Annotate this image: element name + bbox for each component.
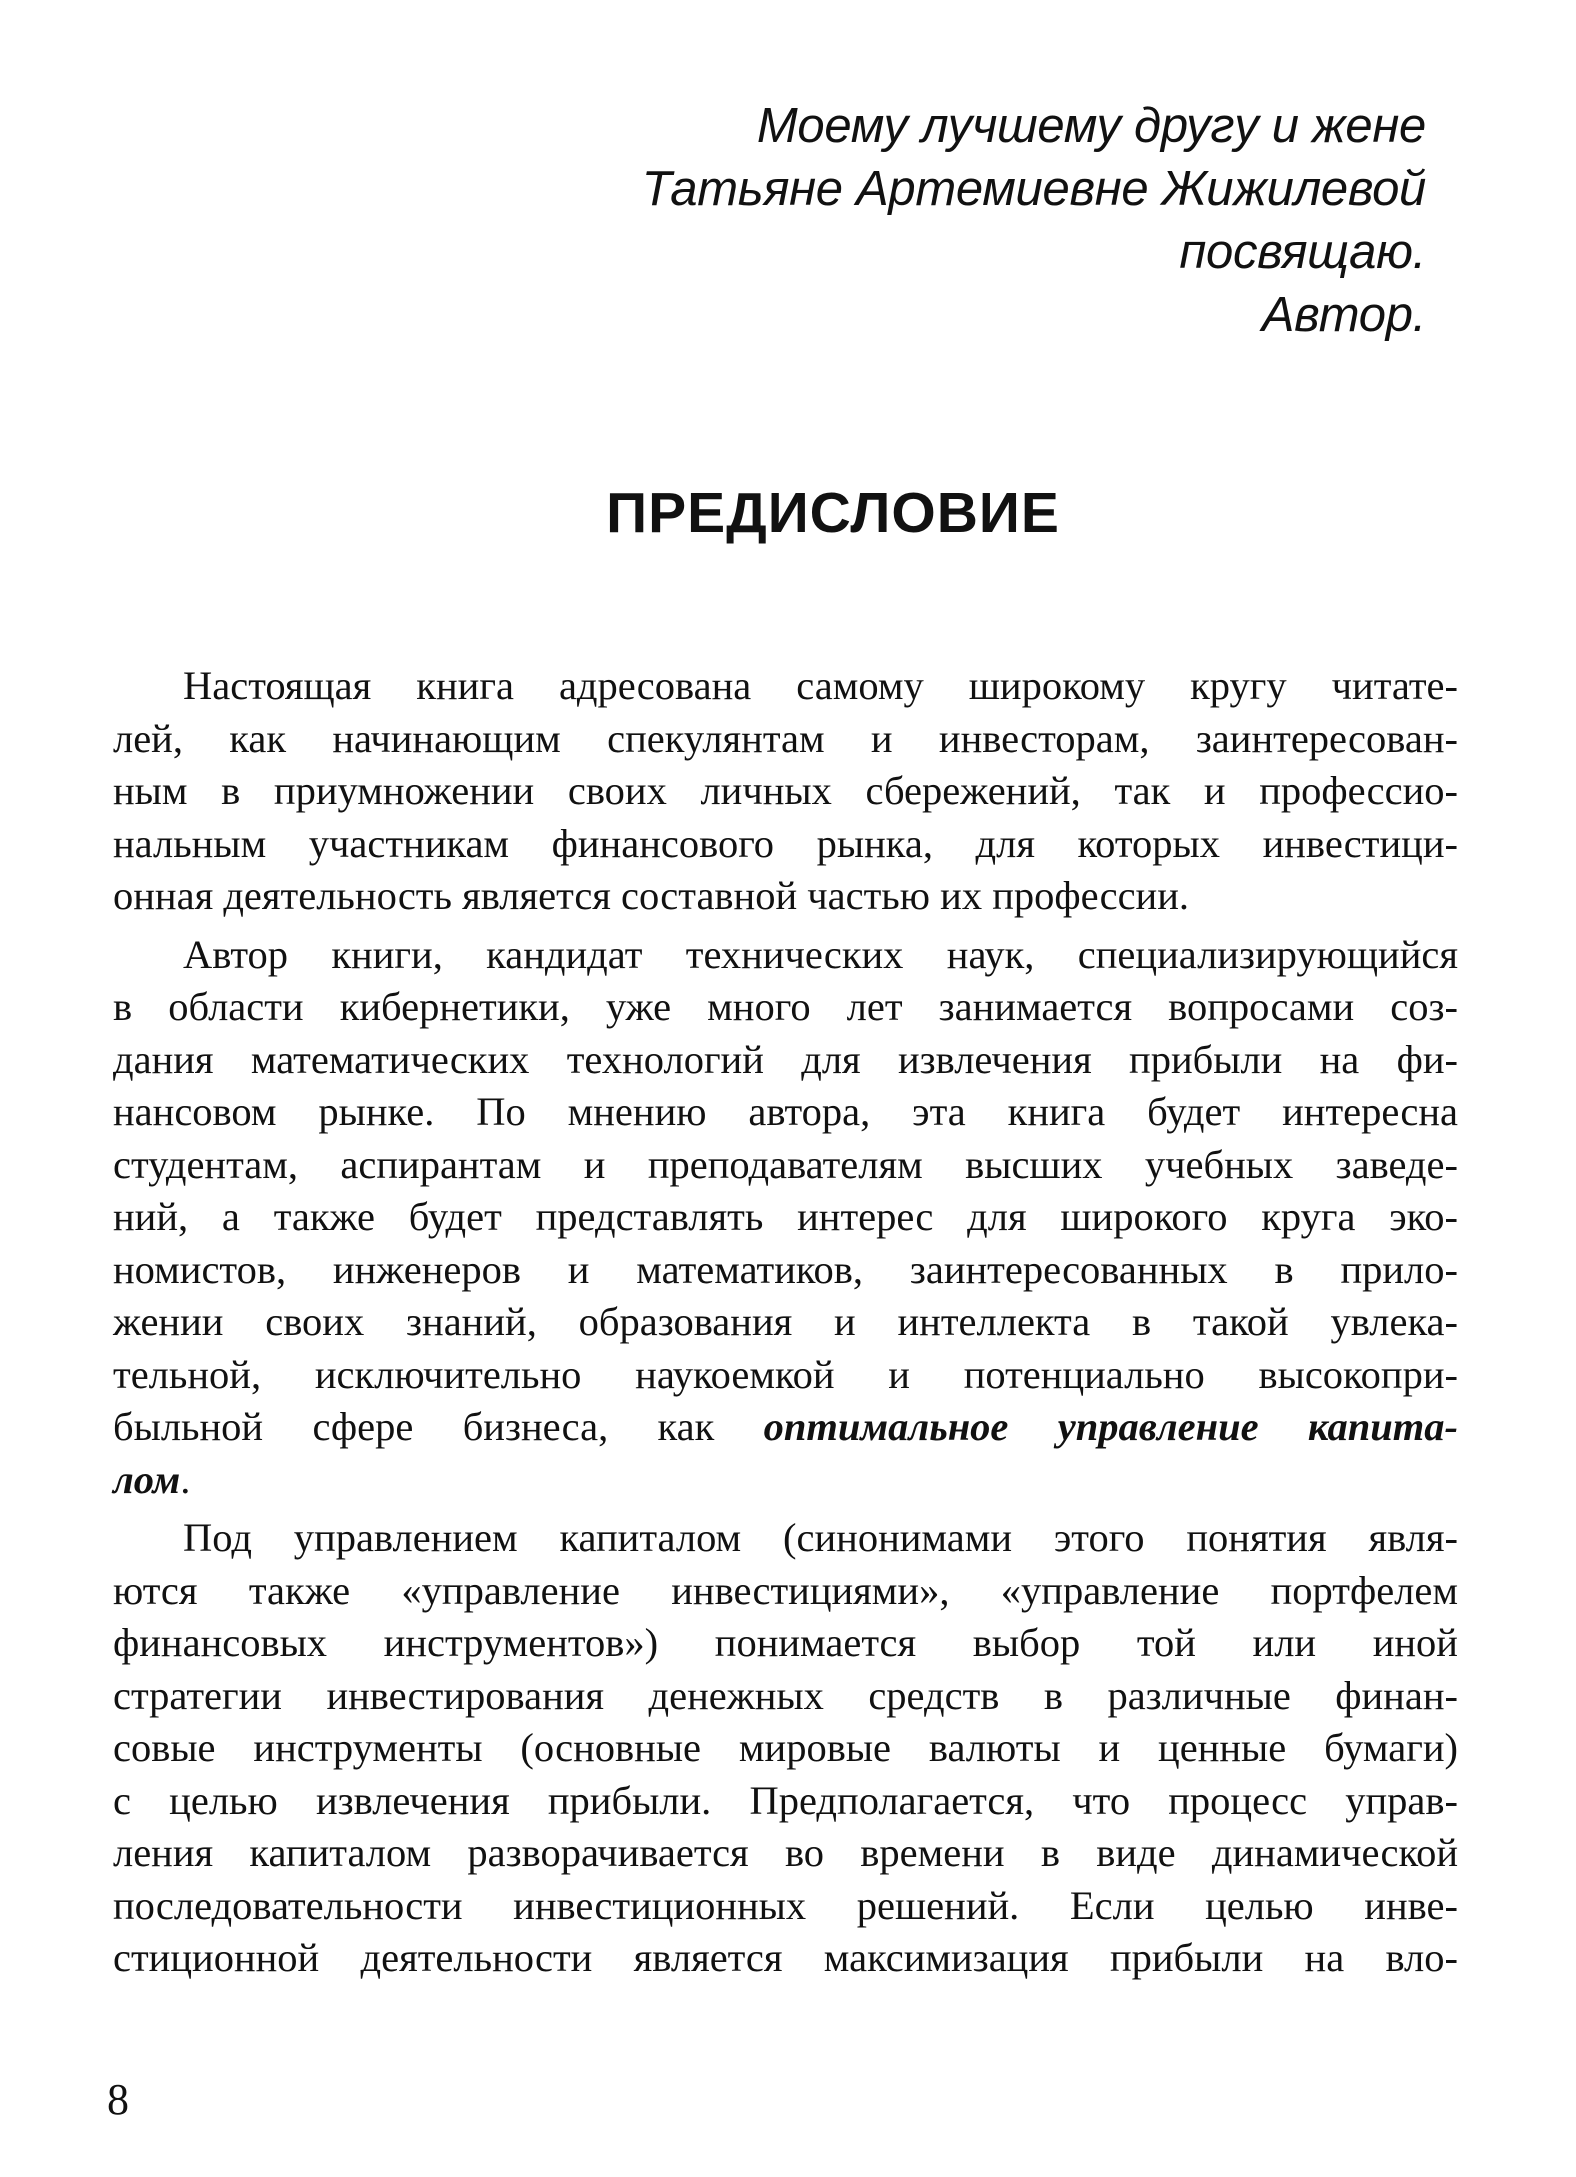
text-line: тельной, исключительно наукоемкой и потенциально высокопри- — [113, 1351, 1458, 1397]
text-line: финансовых инструментов») понимается выбор той или иной — [113, 1620, 1458, 1665]
text-line: онная деятельность является составной частью их профессии. — [113, 873, 1190, 918]
text-segment: быльной сфере бизнеса, как — [113, 1404, 764, 1449]
text-line: лей, как начинающим спекулянтам и инвесторам, заинтересован- — [113, 715, 1458, 761]
text-line: Под управлением капиталом (синонимами этого понятия явля- — [183, 1515, 1458, 1560]
text-line: ний, а также будет представлять интерес для широкого круга эко- — [113, 1194, 1458, 1239]
text-line: с целью извлечения прибыли. Предполагается, что процесс управ- — [113, 1777, 1458, 1823]
paragraph-2 — [113, 929, 1458, 1507]
page-number: 8 — [107, 2075, 129, 2124]
dedication-line: посвящаю. — [1179, 225, 1426, 279]
text-line: Автор книги, кандидат технических наук, специализирующийся — [183, 931, 1458, 977]
text-line: нансовом рынке. По мнению автора, эта книга будет интересна — [113, 1089, 1458, 1134]
text-line: студентам, аспирантам и преподавателям высших учебных заведе- — [113, 1141, 1458, 1187]
text-line — [113, 1454, 1458, 1507]
emphasis-term: оптимальное управление капита- — [763, 1404, 1458, 1449]
dedication-line: Моему лучшему другу и жене — [756, 99, 1426, 153]
dedication — [526, 95, 1426, 347]
text-line: номистов, инженеров и математиков, заинтересованных в прило- — [113, 1246, 1458, 1292]
emphasis-term: лом — [113, 1456, 181, 1502]
text-line: в области кибернетики, уже много лет занимается вопросами соз- — [113, 984, 1458, 1029]
text-line: последовательности инвестиционных решений. Если целью инве- — [113, 1882, 1458, 1928]
text-line: жении своих знаний, образования и интеллекта в такой увлека- — [113, 1299, 1458, 1344]
text-line: ления капиталом разворачивается во времени в виде динамической — [113, 1830, 1458, 1875]
text-line: нальным участникам финансового рынка, для которых инвестици- — [113, 820, 1458, 866]
text-line: стратегии инвестирования денежных средств в различные финан- — [113, 1672, 1458, 1718]
text-segment: . — [180, 1456, 191, 1502]
text-line — [113, 1401, 1458, 1454]
paragraph-1 — [113, 660, 1458, 923]
text-line: ным в приумножении своих личных сбережений, так и профессио- — [113, 768, 1458, 813]
body-text — [113, 660, 1458, 1985]
dedication-line: Татьяне Артемиевне Жижилевой — [641, 162, 1426, 216]
text-line: стиционной деятельности является максимизация прибыли на вло- — [113, 1935, 1458, 1980]
paragraph-3 — [113, 1512, 1458, 1985]
text-line: совые инструменты (основные мировые валюты и ценные бумаги) — [113, 1725, 1458, 1770]
page-title: ПРЕДИСЛОВИЕ — [606, 481, 1060, 545]
dedication-line: Автор. — [1261, 288, 1426, 342]
text-line: ются также «управление инвестициями», «управление портфелем — [113, 1567, 1458, 1613]
text-line: дания математических технологий для извлечения прибыли на фи- — [113, 1036, 1458, 1082]
text-line: Настоящая книга адресована самому широкому кругу читате- — [183, 663, 1458, 708]
